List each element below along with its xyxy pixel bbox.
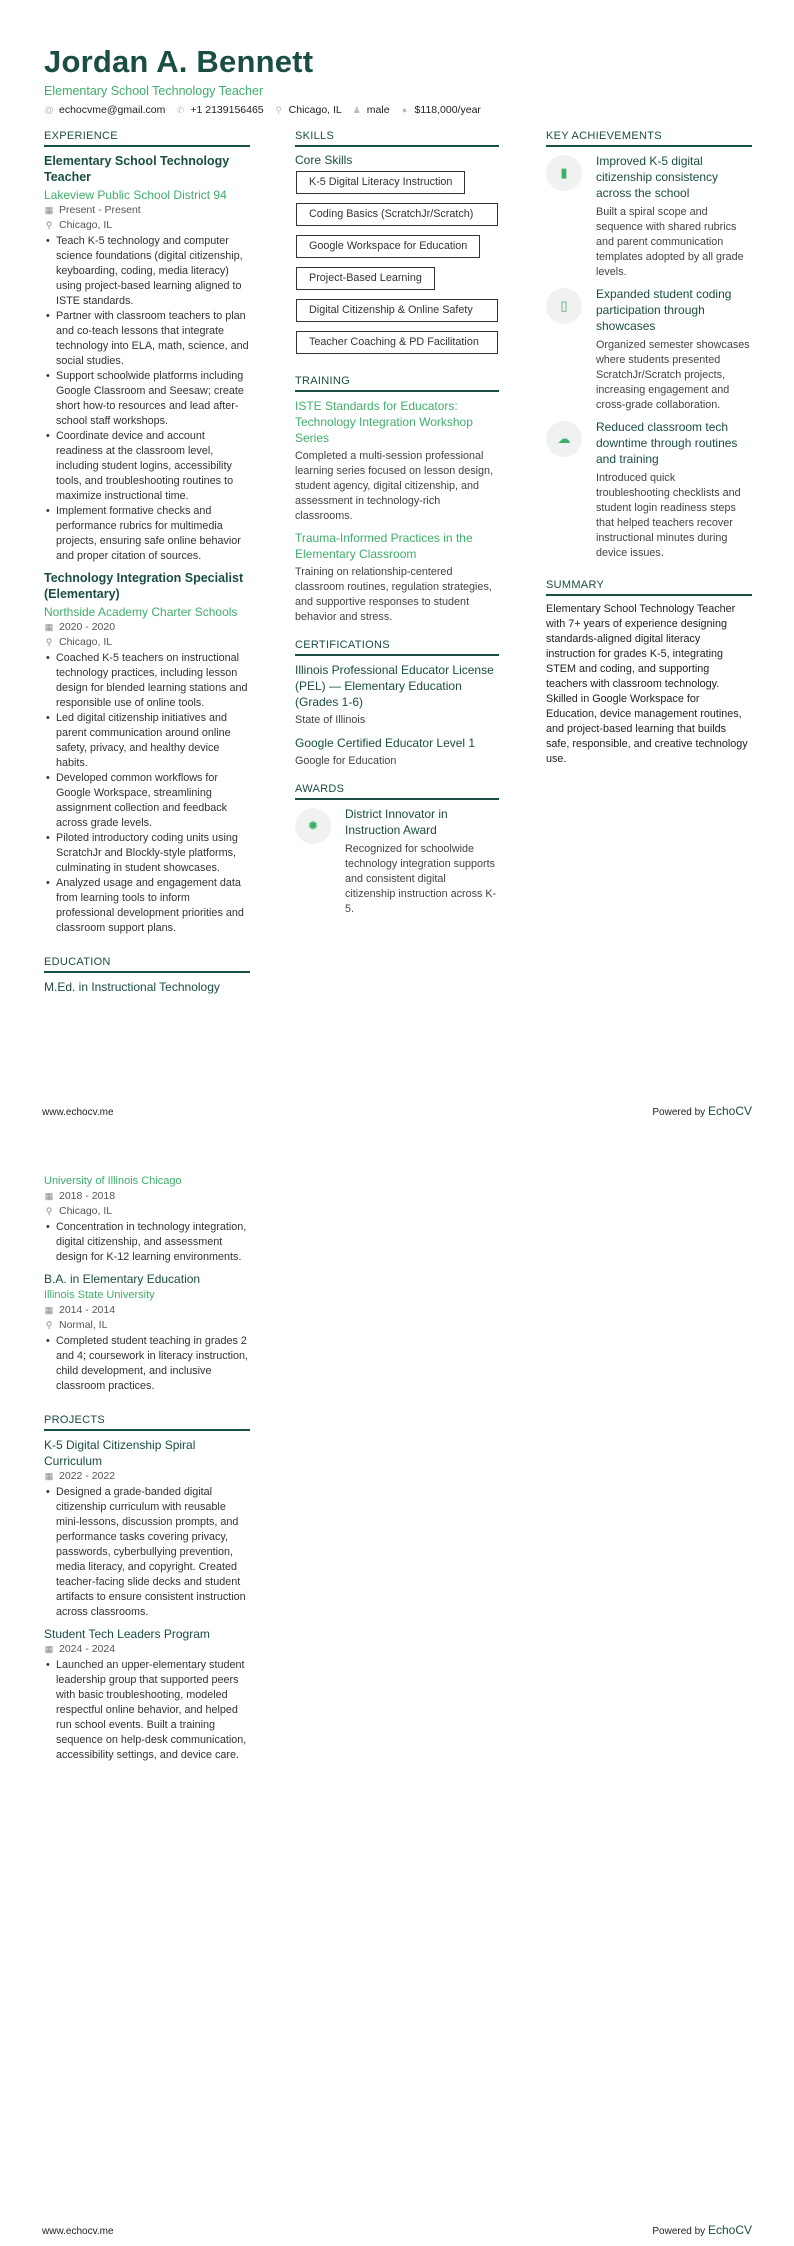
skill-chip: K-5 Digital Literacy Instruction [296, 171, 465, 194]
training-title: Trauma-Informed Practices in the Elementary Classroom [295, 531, 473, 561]
dates-text: 2020 - 2020 [59, 621, 116, 633]
person-icon: ♟ [352, 104, 361, 115]
contact-list [44, 104, 481, 116]
award-title: District Innovator in Instruction Award [345, 807, 448, 837]
edu-location [44, 1318, 250, 1333]
job-dates [44, 620, 250, 635]
location-pin-icon: ⚲ [45, 1206, 53, 1216]
location-text: Normal, IL [59, 1319, 108, 1331]
achievement-desc: Organized semester showcases where students presented ScratchJr/Scratch projects, increasing engagement and cross-grade collaboration. [596, 339, 750, 411]
degree-title: B.A. in Elementary Education [44, 1272, 201, 1286]
powered-by [652, 1104, 752, 1118]
gender-text: male [366, 104, 390, 116]
achievements-heading: KEY ACHIEVEMENTS [546, 130, 752, 147]
job-entry [44, 153, 250, 564]
footer-site-link[interactable]: www.echocv.me [42, 1107, 114, 1118]
achievement-item [546, 153, 752, 280]
edu-dates [44, 1303, 250, 1318]
cert-issuer: Google for Education [295, 755, 397, 767]
dates-text: 2014 - 2014 [59, 1304, 116, 1316]
edu-dates [44, 1189, 250, 1204]
cloud-icon: ☁ [546, 421, 582, 457]
calendar-icon: ▦ [44, 622, 54, 632]
achievement-title: Reduced classroom tech downtime through routines and training [596, 420, 738, 466]
dates-text: Present - Present [59, 204, 141, 216]
summary-text: Elementary School Technology Teacher with 7+ years of experience designing standards-aligned digital literacy instruction for grades K-5, integrating STEM and coding, and supporting teachers with classroom technology. Skilled in Google Workspace for Education, device management routines, and project-based learning that builds safe, responsible, and creative technology use. [546, 603, 748, 765]
awards-heading: AWARDS [295, 783, 499, 800]
job-org: Lakeview Public School District 94 [44, 188, 227, 202]
achievement-title: Improved K-5 digital citizenship consistency across the school [596, 154, 719, 200]
resume-header [44, 44, 481, 116]
mobile-device-icon: ▯ [546, 288, 582, 324]
edu-bullets [44, 1220, 250, 1265]
job-dates [44, 203, 250, 218]
bullet: • Completed student teaching in grades 2 and 4; coursework in literacy instruction, child development, and inclusive classroom practices. [44, 1334, 250, 1394]
candidate-name: Jordan A. Bennett [44, 44, 314, 79]
bullet: • Teach K-5 technology and computer science foundations (digital citizenship, keyboarding, coding, media literacy) using project-based learning aligned to ISTE standards. [44, 234, 250, 309]
job-bullets [44, 651, 250, 936]
job-entry [44, 570, 250, 936]
bullet: • Piloted introductory coding units using ScratchJr and Blockly-style platforms, culminating in student showcases. [44, 831, 250, 876]
project-title: K-5 Digital Citizenship Spiral Curriculum [44, 1438, 196, 1468]
skill-chip: Digital Citizenship & Online Safety [296, 299, 498, 322]
achievement-desc: Built a spiral scope and sequence with shared rubrics and parent communication templates adopted by all grade levels. [596, 206, 744, 278]
job-bullets [44, 234, 250, 564]
footer-site-link[interactable]: www.echocv.me [42, 2226, 114, 2237]
training-desc: Completed a multi-session professional learning series focused on lesson design, student agency, digital citizenship, and assessment in technology-rich classrooms. [295, 450, 494, 522]
certifications-heading: CERTIFICATIONS [295, 639, 499, 656]
bullet: • Launched an upper-elementary student leadership group that supported peers with basic troubleshooting, modeled respectful online behavior, and helped run school events. Built a training sequence on help-desk communication, accessibility settings, and device care. [44, 1658, 250, 1763]
edu-location [44, 1204, 250, 1219]
skill-chip: Google Workspace for Education [296, 235, 480, 258]
calendar-icon: ▦ [44, 1471, 54, 1481]
project-bullets [44, 1658, 250, 1763]
achievement-title: Expanded student coding participation through showcases [596, 287, 732, 333]
dates-text: 2018 - 2018 [59, 1190, 116, 1202]
skill-chip: Project-Based Learning [296, 267, 435, 290]
edu-bullets [44, 1334, 250, 1394]
bullet: • Concentration in technology integration, digital citizenship, and assessment design for K-12 learning environments. [44, 1220, 250, 1265]
dates-text: 2022 - 2022 [59, 1470, 116, 1482]
degree-title: M.Ed. in Instructional Technology [44, 980, 220, 994]
skill-chip: Coding Basics (ScratchJr/Scratch) [296, 203, 498, 226]
summary-heading: SUMMARY [546, 579, 752, 596]
brand-logo: EchoCV [707, 2223, 752, 2237]
contact-salary [400, 104, 481, 116]
job-title: Elementary School Technology Teacher [44, 154, 230, 184]
page-footer [42, 2223, 752, 2237]
middle-column [295, 130, 499, 923]
right-column [546, 130, 752, 767]
bullet: • Developed common workflows for Google Workspace, streamlining assignment collection and feedback across grade levels. [44, 771, 250, 831]
at-icon: @ [44, 105, 54, 115]
bullet: • Coordinate device and account readiness at the classroom level, including student logins, accessibility tools, and troubleshooting routines to maximize instructional time. [44, 429, 250, 504]
calendar-icon: ▦ [44, 1191, 54, 1201]
award-item [295, 806, 499, 917]
project-bullets [44, 1485, 250, 1620]
project-dates [44, 1642, 250, 1657]
education-heading: EDUCATION [44, 956, 250, 973]
calendar-icon: ▦ [44, 205, 54, 215]
job-org: Northside Academy Charter Schools [44, 605, 238, 619]
page-footer [42, 1104, 752, 1118]
location-text: Chicago, IL [59, 1205, 113, 1217]
achievement-desc: Introduced quick troubleshooting checklists and student login readiness steps that helped teachers recover instructional minutes during device issues. [596, 472, 741, 559]
location-pin-icon: ⚲ [45, 1320, 53, 1330]
bullet: • Designed a grade-banded digital citizenship curriculum with reusable mini-lessons, discussion prompts, and performance tasks covering privacy, passwords, cyberbullying prevention, media literacy, and copyright. Created teacher-facing slide decks and student artifacts to ensure consistent instruction across classrooms. [44, 1485, 250, 1620]
calendar-icon: ▦ [44, 1305, 54, 1315]
cert-title: Illinois Professional Educator License (PEL) — Elementary Education (Grades 1-6) [295, 663, 494, 709]
powered-by [652, 2223, 752, 2237]
school-name: University of Illinois Chicago [44, 1175, 182, 1187]
cert-issuer: State of Illinois [295, 714, 366, 726]
bullet: • Partner with classroom teachers to plan and co-teach lessons that integrate technology into ELA, math, science, and social studies. [44, 309, 250, 369]
contact-phone [175, 104, 263, 116]
cert-title: Google Certified Educator Level 1 [295, 736, 476, 750]
bullet: • Implement formative checks and performance rubrics for multimedia projects, ensuring safe online behavior and proper citation of sources. [44, 504, 250, 564]
bullet: • Led digital citizenship initiatives and parent communication around online safety, privacy, and healthy device habits. [44, 711, 250, 771]
location-pin-icon: ⚲ [45, 220, 53, 230]
school-name: Illinois State University [44, 1289, 155, 1301]
candidate-title: Elementary School Technology Teacher [44, 84, 264, 98]
phone-icon: ✆ [176, 104, 185, 115]
project-dates [44, 1469, 250, 1484]
left-column [44, 130, 250, 995]
contact-location [274, 104, 342, 116]
powered-by-text: Powered by [652, 2226, 706, 2237]
training-desc: Training on relationship-centered classroom routines, regulation strategies, and supportive responses to student behavior and stress. [295, 566, 492, 623]
contact-gender [352, 104, 390, 116]
location-text: Chicago, IL [59, 636, 113, 648]
email-text: echocvme@gmail.com [59, 104, 166, 116]
bullet: • Analyzed usage and engagement data from learning tools to inform professional development priorities and classroom support plans. [44, 876, 250, 936]
location-text: Chicago, IL [59, 219, 113, 231]
resume-page-2 [0, 1123, 794, 2246]
salary-icon: ● [401, 105, 408, 115]
bullet: • Support schoolwide platforms including Google Classroom and Seesaw; create short how-to resources and lead after-school staff workshops. [44, 369, 250, 429]
left-column-continued [44, 1171, 250, 1763]
achievement-item [546, 286, 752, 413]
skill-chip: Teacher Coaching & PD Facilitation [296, 331, 498, 354]
location-pin-icon: ⚲ [275, 104, 282, 115]
skills-heading: SKILLS [295, 130, 499, 147]
job-location [44, 218, 250, 233]
powered-by-text: Powered by [652, 1107, 706, 1118]
calendar-icon: ▦ [44, 1644, 54, 1654]
brand-logo: EchoCV [707, 1104, 752, 1118]
training-title: ISTE Standards for Educators: Technology Integration Workshop Series [295, 399, 473, 445]
salary-text: $118,000/year [414, 104, 481, 116]
skill-group-title: Core Skills [295, 153, 353, 167]
achievement-item [546, 419, 752, 561]
location-pin-icon: ⚲ [45, 637, 53, 647]
location-text: Chicago, IL [288, 104, 342, 116]
projects-heading: PROJECTS [44, 1414, 250, 1431]
document-icon: ▮ [546, 155, 582, 191]
contact-email [44, 104, 165, 116]
gear-icon: ✹ [295, 808, 331, 844]
award-desc: Recognized for schoolwide technology integration supports and consistent digital citizenship instruction across K-5. [345, 843, 497, 915]
project-title: Student Tech Leaders Program [44, 1627, 210, 1641]
job-title: Technology Integration Specialist (Elementary) [44, 571, 244, 601]
experience-heading: EXPERIENCE [44, 130, 250, 147]
bullet: • Coached K-5 teachers on instructional technology practices, including lesson design for blended learning stations and responsible use of online tools. [44, 651, 250, 711]
phone-text: +1 2139156465 [190, 104, 264, 116]
training-heading: TRAINING [295, 375, 499, 392]
job-location [44, 635, 250, 650]
dates-text: 2024 - 2024 [59, 1643, 116, 1655]
